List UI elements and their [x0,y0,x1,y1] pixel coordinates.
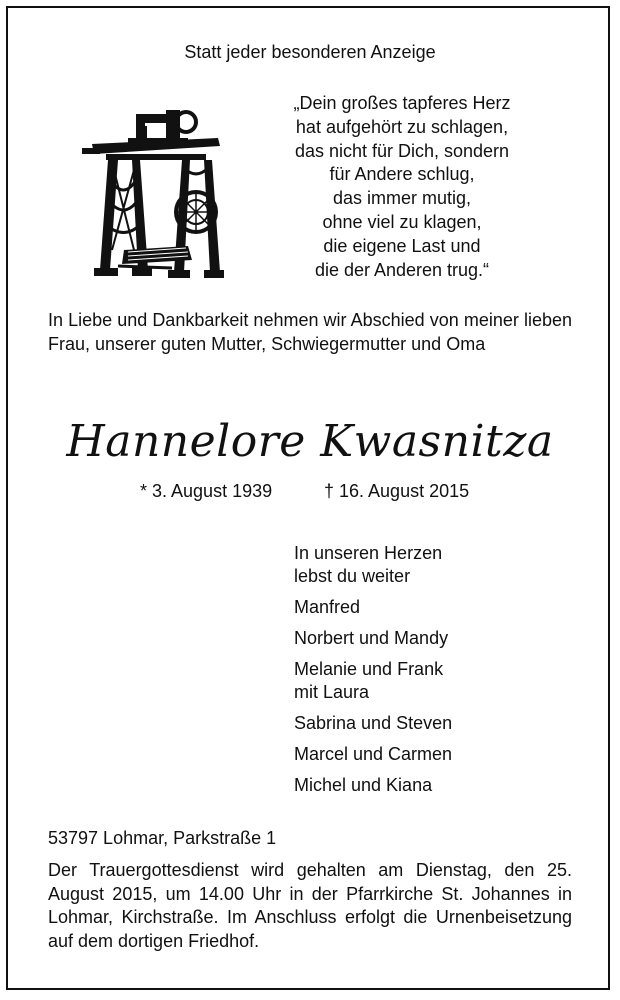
notice-header: Statt jeder besonderen Anzeige [184,42,436,62]
family-entry [294,743,452,766]
death-date: † 16. August 2015 [324,481,470,501]
address: 53797 Lohmar, Parkstraße 1 [48,828,277,848]
poem [262,92,542,282]
intro-paragraph: In Liebe und Dankbarkeit nehmen wir Abschied von meiner lieben Frau, unserer guten Mutter, Schwiegermutter und Oma [48,310,572,354]
family-line: lebst du weiter [294,566,411,586]
family-entry [294,596,452,619]
family-line: mit Laura [294,682,370,702]
poem-line: das immer mutig, [332,188,472,209]
poem-line: hat aufgehört zu schlagen, [295,116,509,137]
family-entry [294,658,452,704]
family-entry [294,542,452,588]
poem-line: die der Anderen trug.“ [314,259,490,280]
poem-line: ohne viel zu klagen, [322,211,482,232]
family-line: Marcel und Carmen [294,744,453,764]
poem-line: „Dein großes tapferes Herz [293,93,511,113]
poem-line: für Andere schlug, [329,164,475,185]
service-paragraph: Der Trauergottesdienst wird gehalten am Dienstag, den 25. August 2015, um 14.00 Uhr in der Pfarrkirche St. Johannes in Lohmar, Kirchstraße. Im Anschluss erfolgt die Urnenbeisetzung auf dem dortigen Friedhof. [48,860,572,951]
family-entry [294,712,452,735]
birth-date: * 3. August 1939 [140,481,273,501]
family-line: Melanie und Frank [294,659,444,679]
poem-line: das nicht für Dich, sondern [294,140,510,161]
poem-line: die eigene Last und [323,235,481,256]
family-entry [294,627,452,650]
family-line: Norbert und Mandy [294,628,449,648]
family-line: In unseren Herzen [294,543,443,563]
family-line: Sabrina und Steven [294,713,453,733]
family-line: Manfred [294,597,361,617]
family-entry [294,774,452,797]
family-list [294,542,452,797]
family-line: Michel und Kiana [294,775,433,795]
sewing-machine-icon [78,100,226,286]
deceased-name: Hannelore Kwasnitza [66,416,554,467]
